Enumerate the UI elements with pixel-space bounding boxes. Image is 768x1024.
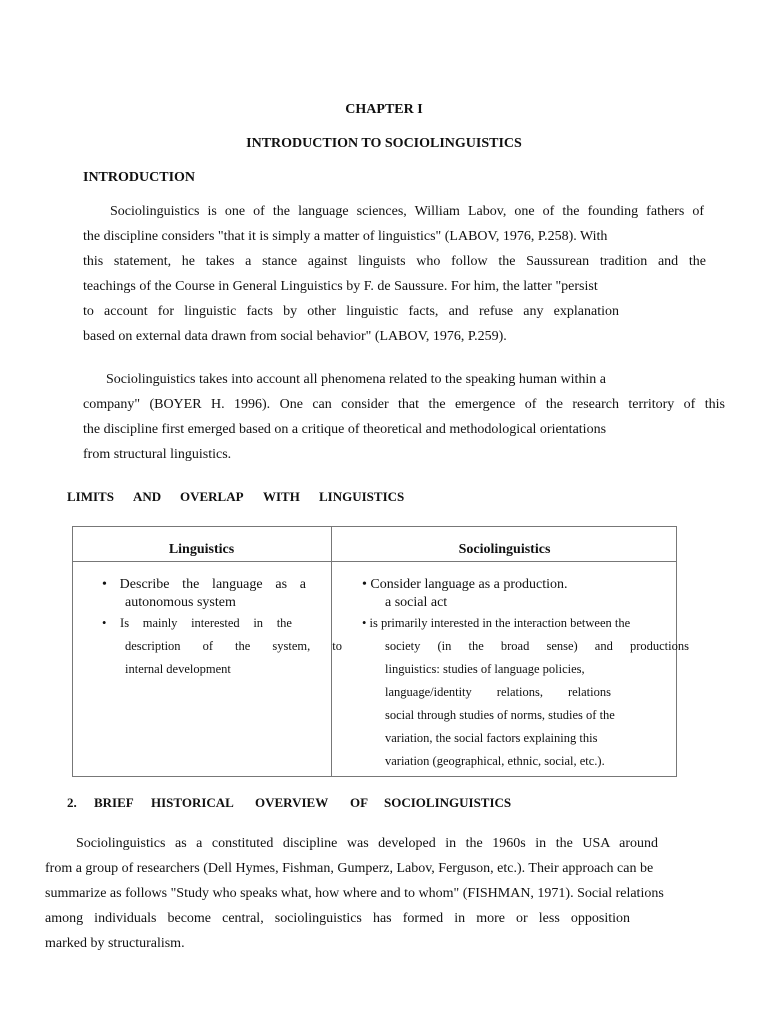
heading-word: AND <box>133 489 162 504</box>
chapter-title: INTRODUCTION TO SOCIOLINGUISTICS <box>246 136 522 151</box>
section-2-heading <box>67 795 512 811</box>
heading-word: WITH <box>263 489 300 504</box>
heading-word: BRIEF <box>94 795 134 810</box>
paragraph-line: this statement, he takes a stance against linguists who follow the Saussurean tradition and the <box>83 254 706 269</box>
cell-line: • Consider language as a production. <box>362 577 568 592</box>
paragraph-line: from a group of researchers (Dell Hymes, Fishman, Gumperz, Labov, Ferguson, etc.). Their approach can be <box>45 861 654 876</box>
cell-line: internal development <box>125 662 231 676</box>
section-number: 2. <box>67 795 77 810</box>
limits-heading <box>67 489 405 505</box>
cell-line: variation (geographical, ethnic, social, etc.). <box>385 754 605 768</box>
paragraph-line: from structural linguistics. <box>83 447 232 462</box>
paragraph-line: among individuals become central, sociolinguistics has formed in more or less opposition <box>45 911 630 926</box>
cell-line: • Describe the language as a <box>102 577 306 592</box>
table-header-divider <box>72 561 677 562</box>
heading-word: HISTORICAL <box>151 795 234 810</box>
paragraph-line: marked by structuralism. <box>45 936 185 951</box>
cell-line: language/identity relations, relations <box>385 685 611 699</box>
heading-word: LINGUISTICS <box>319 489 405 504</box>
paragraph-line: teachings of the Course in General Linguistics by F. de Saussure. For him, the latter "persist <box>83 279 598 294</box>
cell-line: social through studies of norms, studies of the <box>385 708 615 722</box>
cell-line: • Is mainly interested in the <box>102 616 292 630</box>
heading-word: LIMITS <box>67 489 114 504</box>
heading-word: OVERLAP <box>180 489 244 504</box>
cell-line: a social act <box>385 595 448 610</box>
paragraph-line: Sociolinguistics is one of the language sciences, William Labov, one of the founding fathers of <box>110 204 704 219</box>
table-header-linguistics: Linguistics <box>168 542 235 557</box>
paragraph-line: the discipline first emerged based on a critique of theoretical and methodological orientations <box>83 422 607 437</box>
paragraph-line: to account for linguistic facts by other linguistic facts, and refuse any explanation <box>83 304 619 319</box>
paragraph-line: Sociolinguistics as a constituted discipline was developed in the 1960s in the USA around <box>76 836 658 851</box>
chapter-label: CHAPTER I <box>345 102 423 117</box>
cell-line: autonomous system <box>125 595 236 610</box>
paragraph-line: Sociolinguistics takes into account all phenomena related to the speaking human within a <box>106 372 606 387</box>
paragraph-line: company" (BOYER H. 1996). One can consider that the emergence of the research territory of this <box>83 397 725 412</box>
cell-line: variation, the social factors explaining this <box>385 731 598 745</box>
table-header-sociolinguistics: Sociolinguistics <box>458 542 551 557</box>
introduction-heading: INTRODUCTION <box>83 170 196 185</box>
paragraph-line: summarize as follows "Study who speaks what, how where and to whom" (FISHMAN, 1971). Social relations <box>45 886 664 901</box>
heading-word: OVERVIEW <box>255 795 329 810</box>
paragraph-line: the discipline considers "that it is simply a matter of linguistics" (LABOV, 1976, P.258). With <box>83 229 608 244</box>
cell-line: description of the system, to <box>125 639 342 653</box>
cell-line: linguistics: studies of language policies, <box>385 662 585 676</box>
paragraph-line: based on external data drawn from social behavior" (LABOV, 1976, P.259). <box>83 329 507 344</box>
heading-word: OF <box>350 795 369 810</box>
cell-line: • is primarily interested in the interaction between the <box>362 616 631 630</box>
heading-word: SOCIOLINGUISTICS <box>384 795 512 810</box>
cell-line: society (in the broad sense) and productions <box>385 639 689 653</box>
